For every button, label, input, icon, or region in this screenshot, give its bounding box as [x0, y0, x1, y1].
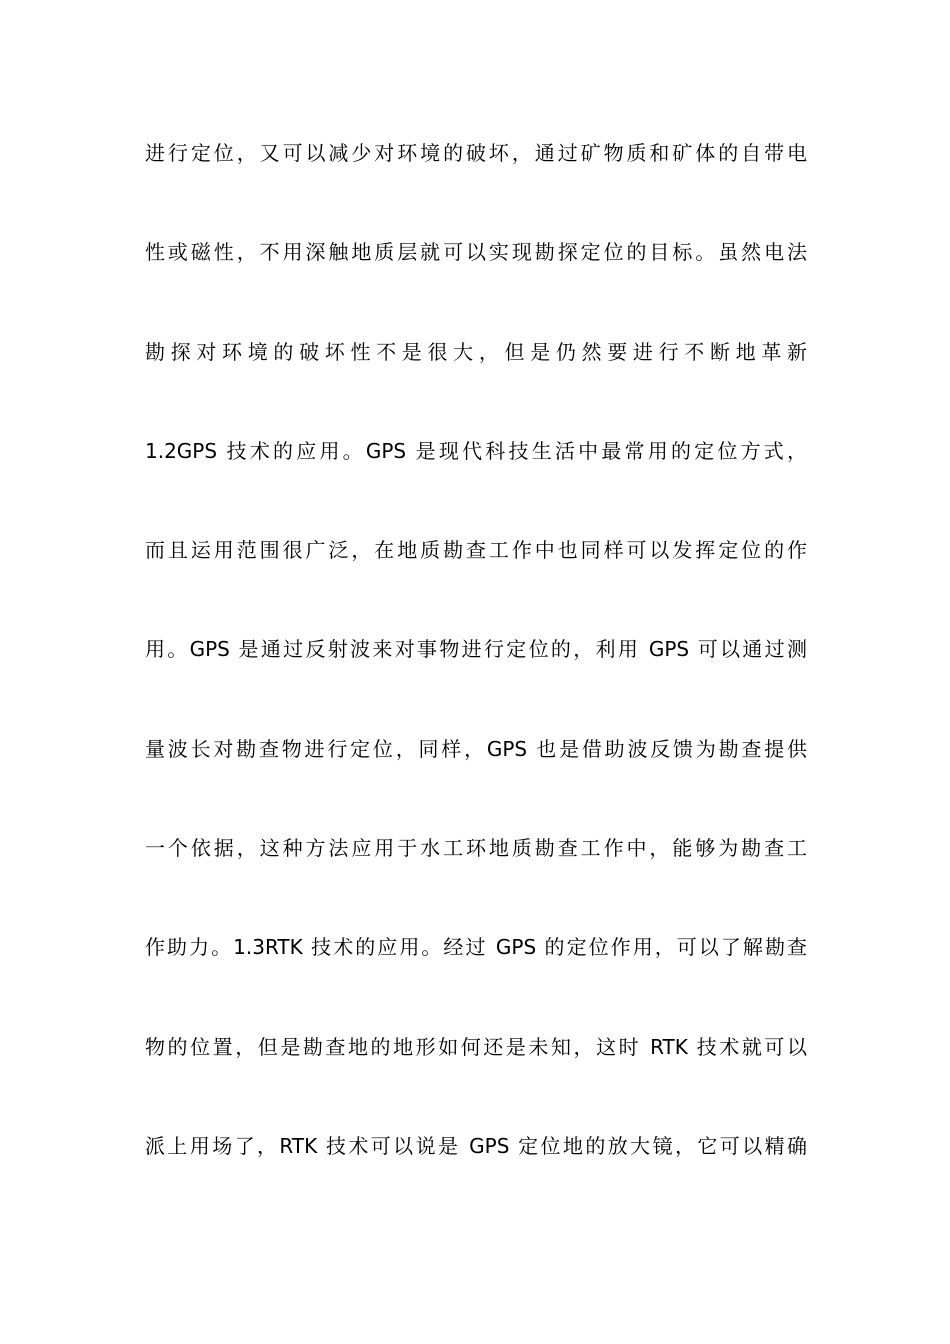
text-line: 而且运用范围很广泛，在地质勘查工作中也同样可以发挥定位的作: [145, 538, 807, 563]
text-line: 作助力。1.3RTK 技术的应用。经过 GPS 的定位作用，可以了解勘查: [145, 935, 807, 960]
text-line: 物的位置，但是勘查地的地形如何还是未知，这时 RTK 技术就可以: [145, 1034, 807, 1059]
text-line: 1.2GPS 技术的应用。GPS 是现代科技生活中最常用的定位方式，: [145, 438, 807, 463]
text-line: 一个依据，这种方法应用于水工环地质勘查工作中，能够为勘查工: [145, 836, 807, 861]
text-line: 量波长对勘查物进行定位，同样，GPS 也是借助波反馈为勘查提供: [145, 736, 807, 761]
text-line: 用。GPS 是通过反射波来对事物进行定位的，利用 GPS 可以通过测: [145, 637, 807, 662]
text-line: 进行定位，又可以减少对环境的破坏，通过矿物质和矿体的自带电: [145, 141, 807, 165]
text-line: 勘探对环境的破坏性不是很大，但是仍然要进行不断地革新: [145, 339, 807, 364]
text-line: 性或磁性，不用深触地质层就可以实现勘探定位的目标。虽然电法: [145, 240, 807, 265]
text-line: 派上用场了，RTK 技术可以说是 GPS 定位地的放大镜，它可以精确: [145, 1133, 807, 1158]
body-text: [145, 130, 807, 1222]
